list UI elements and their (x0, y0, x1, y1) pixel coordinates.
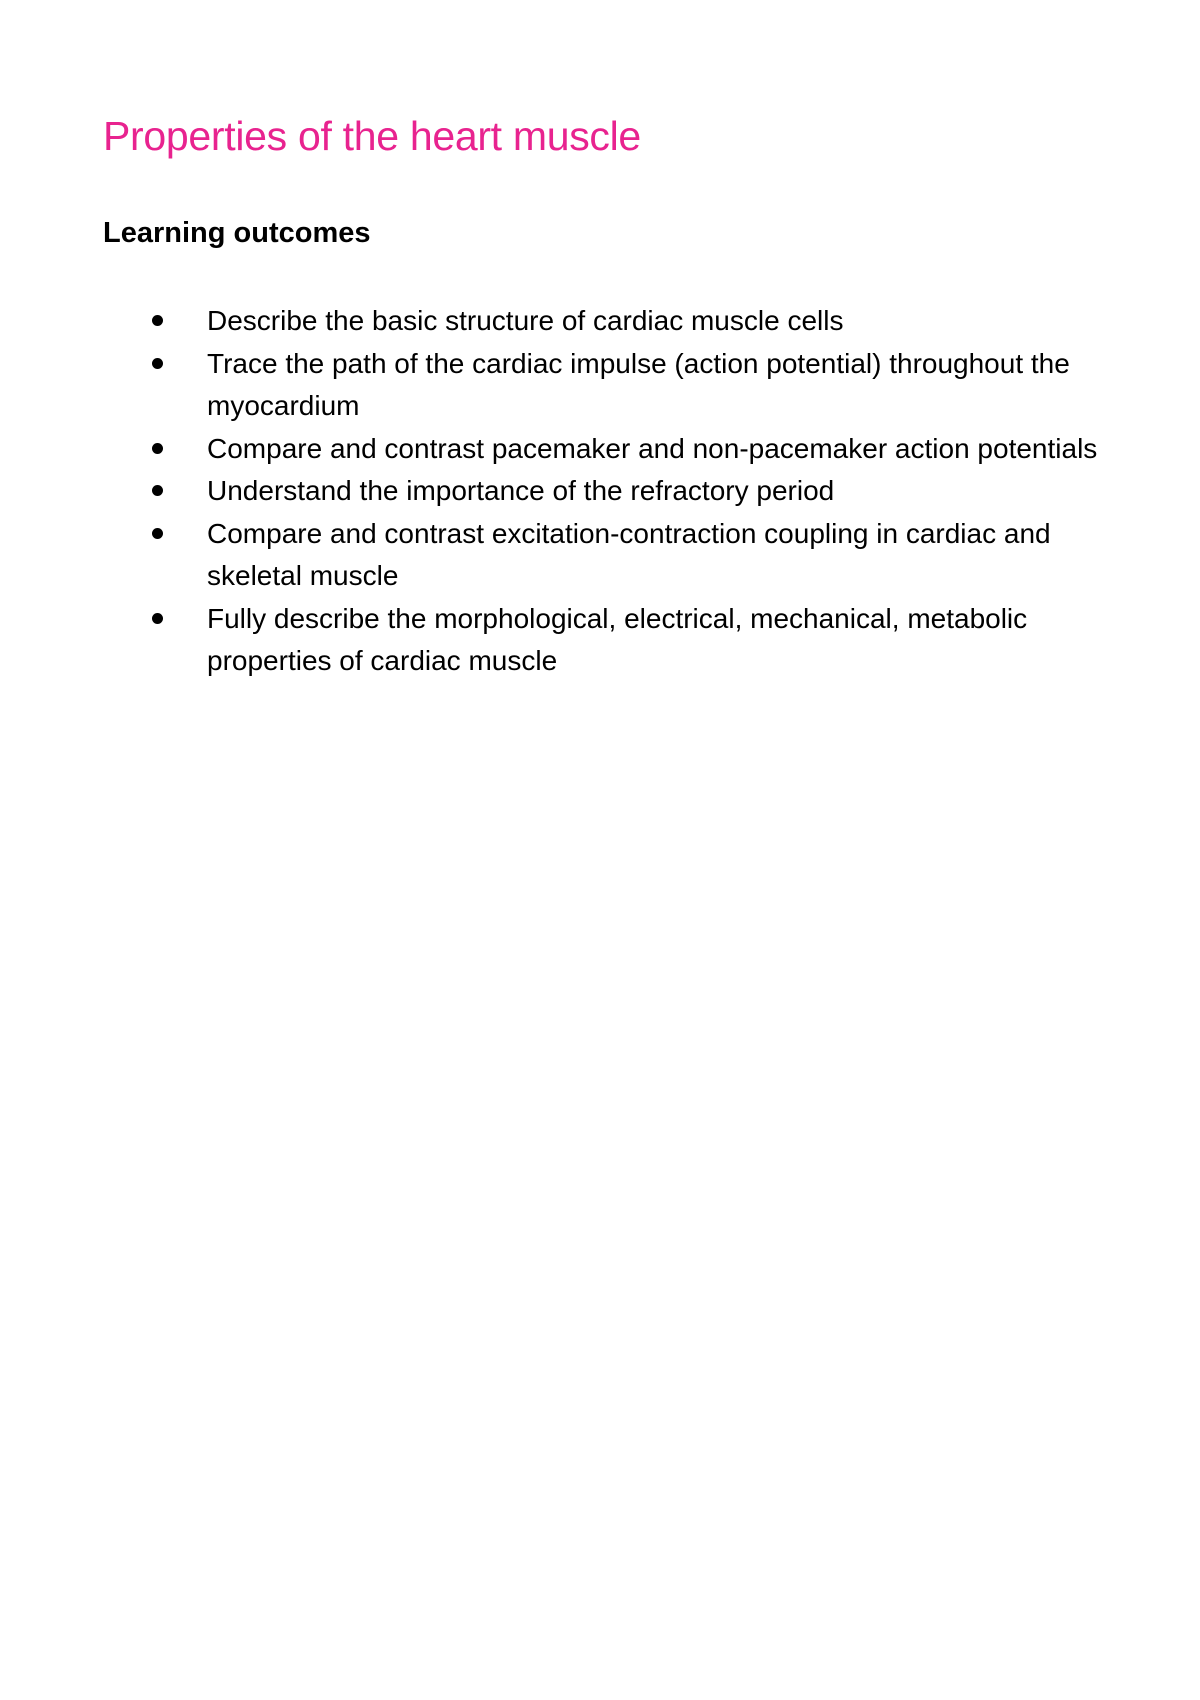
list-item (207, 598, 1107, 683)
learning-outcomes-list (207, 300, 1107, 683)
list-item (207, 300, 1107, 343)
bullet-icon (152, 443, 163, 454)
list-item (207, 428, 1107, 471)
list-item-text: Describe the basic structure of cardiac muscle cells (207, 305, 844, 336)
list-item-text: Trace the path of the cardiac impulse (action potential) throughout the myocardium (207, 347, 1070, 421)
bullet-icon (152, 613, 163, 624)
list-item (207, 470, 1107, 513)
bullet-icon (152, 315, 163, 326)
bullet-icon (152, 485, 163, 496)
learning-outcomes-heading: Learning outcomes (103, 217, 371, 249)
document-title: Properties of the heart muscle (103, 113, 641, 159)
list-item-text: Compare and contrast pacemaker and non-pacemaker action potentials (207, 432, 1098, 464)
list-item-text: Understand the importance of the refractory period (207, 475, 835, 506)
list-item (207, 513, 1107, 598)
list-item-text: Compare and contrast excitation-contraction coupling in cardiac and skeletal muscle (207, 517, 1051, 591)
list-item (207, 343, 1107, 428)
bullet-icon (152, 358, 163, 369)
list-item-text: Fully describe the morphological, electrical, mechanical, metabolic properties of cardiac muscle (207, 602, 1028, 676)
bullet-icon (152, 528, 163, 539)
